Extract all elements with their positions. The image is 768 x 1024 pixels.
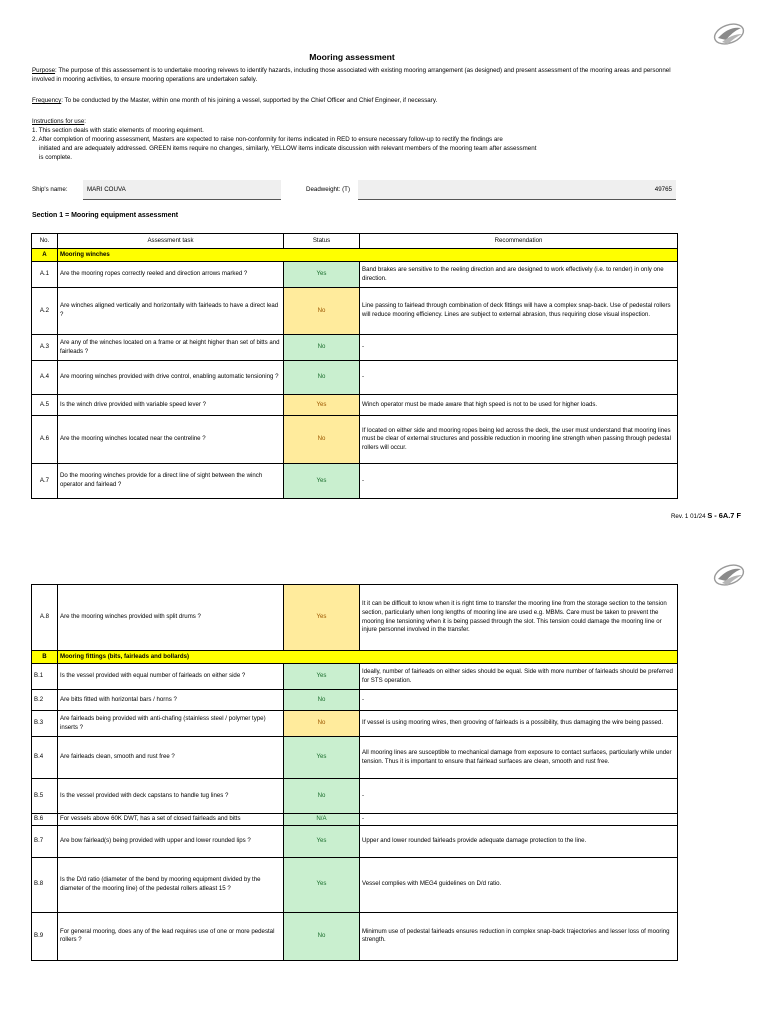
row-recommendation: Upper and lower rounded fairleads provide adequate damage protection to the line. (360, 825, 678, 857)
deadweight-field[interactable]: 49765 (358, 180, 676, 200)
row-task: Are bow fairlead(s) being provided with upper and lower rounded lips ? (58, 825, 284, 857)
page-footer (671, 511, 741, 520)
row-no: B.3 (32, 711, 58, 737)
row-task: For general mooring, does any of the lead requires use of one or more pedestal rollers ? (58, 912, 284, 960)
table-row (32, 711, 678, 737)
row-no: B.6 (32, 814, 58, 826)
assessment-table-page-1 (31, 233, 678, 499)
table-row (32, 395, 678, 416)
status-cell[interactable]: No (284, 335, 360, 361)
row-no: A.3 (32, 335, 58, 361)
header-status: Status (284, 234, 360, 249)
row-task: Are mooring winches provided with drive control, enabling automatic tensioning ? (58, 361, 284, 395)
row-no: B.8 (32, 857, 58, 912)
row-task: Are the mooring ropes correctly reeled and direction arrows marked ? (58, 262, 284, 288)
frequency-paragraph (32, 96, 682, 105)
frequency-label: Frequency (32, 97, 62, 104)
row-no: A.4 (32, 361, 58, 395)
status-cell[interactable]: No (284, 779, 360, 814)
row-recommendation: Winch operator must be made aware that high speed is not to be used for higher loads. (360, 395, 678, 416)
table-header-row (32, 234, 678, 249)
row-task: Do the mooring winches provide for a direct line of sight between the winch operator and fairlead ? (58, 464, 284, 499)
frequency-text: : To be conducted by the Master, within one month of his joining a vessel, supported by the Chief Officer and Chief Engineer, if necessary. (61, 97, 438, 104)
status-cell[interactable]: Yes (284, 664, 360, 690)
row-task: Are bitts fitted with horizontal bars / horns ? (58, 690, 284, 711)
row-task: Are the mooring winches provided with split drums ? (58, 585, 284, 651)
status-cell[interactable]: Yes (284, 585, 360, 651)
section-no: B (32, 651, 58, 664)
ship-name-label: Ship's name: (32, 186, 68, 193)
instruction-1: 1. This section deals with static elements of mooring equiment. (32, 127, 204, 134)
row-recommendation: All mooring lines are susceptible to mechanical damage from exposure to contact surfaces, particularly while under tension. Thus it is important to ensure that fairlead surfaces are clean, smooth and rust free. (360, 737, 678, 779)
instructions-colon: : (84, 118, 87, 125)
purpose-text: : The purpose of this assessement is to undertake mooring reivews to identify hazards, including those associated with existing mooring arrangement (as designed) and present assessment of the mooring areas and personnel involved in mooring activities, to ensure mooring operations are undertaken safely. (32, 67, 671, 83)
table-row (32, 262, 678, 288)
row-task: Are the mooring winches located near the centreline ? (58, 416, 284, 464)
row-recommendation: Minimum use of pedestal fairleads ensures reduction in complex snap-back trajectories and lesser loss of mooring strength. (360, 912, 678, 960)
status-cell[interactable]: N/A (284, 814, 360, 826)
status-cell[interactable]: Yes (284, 737, 360, 779)
row-no: B.4 (32, 737, 58, 779)
row-no: A.6 (32, 416, 58, 464)
row-no: B.5 (32, 779, 58, 814)
table-row (32, 779, 678, 814)
purpose-label: Purpose (32, 67, 56, 74)
row-task: Are any of the winches located on a frame or at height higher than set of bitts and fairleads ? (58, 335, 284, 361)
status-cell[interactable]: No (284, 288, 360, 335)
deadweight-label: Deadweight: (T) (306, 186, 351, 193)
table-row (32, 585, 678, 651)
row-no: A.2 (32, 288, 58, 335)
purpose-paragraph (32, 66, 682, 84)
instruction-2-cont: initiated and are adequately addressed. GREEN items require no changes, similarly, YELLOW items indicate discussion with relevant members of the mooring team after assessment (39, 145, 537, 152)
status-cell[interactable]: No (284, 711, 360, 737)
status-cell[interactable]: Yes (284, 464, 360, 499)
status-cell[interactable]: No (284, 416, 360, 464)
instruction-2: 2. After completion of mooring assessment, Masters are expected to raise non-conformity for items indicated in RED to ensure necessary follow-up to rectify the findings are (32, 136, 503, 143)
status-cell[interactable]: Yes (284, 395, 360, 416)
header-recommendation: Recommendation (360, 234, 678, 249)
section-row-b (32, 651, 678, 664)
row-no: A.7 (32, 464, 58, 499)
section-title: Section 1 = Mooring equipment assessment (32, 212, 179, 219)
status-cell[interactable]: No (284, 690, 360, 711)
table-row (32, 464, 678, 499)
row-no: B.1 (32, 664, 58, 690)
row-recommendation: Vessel complies with MEG4 guidelines on D/d ratio. (360, 857, 678, 912)
table-row (32, 814, 678, 826)
section-heading: Mooring fittings (bits, fairleads and bollards) (58, 651, 678, 664)
row-task: For vessels above 60K DWT, has a set of closed fairleads and bitts (58, 814, 284, 826)
row-recommendation: - (360, 335, 678, 361)
instructions-block (32, 117, 682, 162)
row-recommendation: If vessel is using mooring wires, then grooving of fairleads is a possibility, thus damaging the wire being passed. (360, 711, 678, 737)
row-task: Is the D/d ratio (diameter of the bend by mooring equipment divided by the diameter of the mooring line) of the pedestal rollers atleast 15 ? (58, 857, 284, 912)
table-row (32, 857, 678, 912)
row-recommendation: - (360, 690, 678, 711)
header-no: No. (32, 234, 58, 249)
table-row (32, 288, 678, 335)
row-recommendation: Line passing to fairlead through combination of deck fittings will have a complex snap-back. Use of pedestal rollers will reduce mooring efficiency. Lines are subject to external abrasion, thus requiring close visual inspection. (360, 288, 678, 335)
header-task: Assessment task (58, 234, 284, 249)
table-row (32, 416, 678, 464)
row-recommendation: - (360, 814, 678, 826)
ship-name-field[interactable]: MARI COUVA (83, 180, 281, 200)
footer-form-code: S - 6A.7 F (707, 511, 741, 520)
instruction-2-end: is complete. (39, 154, 73, 161)
status-cell[interactable]: No (284, 912, 360, 960)
company-logo-icon (712, 22, 746, 46)
row-recommendation: It it can be difficult to know when it is right time to transfer the mooring line from the storage section to the tension section, particularly when long lengths of mooring line are used e.g. MBMs. Care must be taken to prevent the mooring line tensioning when it is being passed through the slot. This tension could damage the mooring line or injure personnel involved in the transfer. (360, 585, 678, 651)
row-no: A.5 (32, 395, 58, 416)
row-task: Is the winch drive provided with variable speed lever ? (58, 395, 284, 416)
row-no: B.7 (32, 825, 58, 857)
status-cell[interactable]: Yes (284, 262, 360, 288)
row-task: Are winches aligned vertically and horizontally with fairleads to have a direct lead ? (58, 288, 284, 335)
table-row (32, 825, 678, 857)
page-title: Mooring assessment (309, 52, 395, 62)
row-no: B.9 (32, 912, 58, 960)
assessment-table-page-2 (31, 584, 678, 961)
row-recommendation: Ideally, number of fairleads on either sides should be equal. Side with more number of fairleads should be preferred for STS operation. (360, 664, 678, 690)
footer-revision: Rev. 1 01/24 (670, 513, 706, 520)
row-recommendation: Band brakes are sensitive to the reeling direction and are designed to work effectively (i.e. to render) in only one direction. (360, 262, 678, 288)
instructions-label: Instructions for use (32, 118, 85, 125)
row-task: Are fairleads being provided with anti-chafing (stainless steel / polymer type) inserts ? (58, 711, 284, 737)
row-no: B.2 (32, 690, 58, 711)
table-row (32, 912, 678, 960)
row-task: Is the vessel provided with deck capstans to handle tug lines ? (58, 779, 284, 814)
status-cell[interactable]: Yes (284, 857, 360, 912)
row-no: A.1 (32, 262, 58, 288)
table-row (32, 335, 678, 361)
table-row (32, 664, 678, 690)
row-task: Are fairleads clean, smooth and rust free ? (58, 737, 284, 779)
row-recommendation: If located on either side and mooring ropes being led across the deck, the user must understand that mooring lines must be clear of external structures and possible reduction in mooring line strength when passing through pedestal rollers will occur. (360, 416, 678, 464)
row-task: Is the vessel provided with equal number of fairleads on either side ? (58, 664, 284, 690)
section-heading: Mooring winches (58, 249, 678, 262)
status-cell[interactable]: Yes (284, 825, 360, 857)
company-logo-icon (712, 563, 746, 587)
table-row (32, 361, 678, 395)
section-no: A (32, 249, 58, 262)
row-no: A.8 (32, 585, 58, 651)
table-row (32, 690, 678, 711)
status-cell[interactable]: No (284, 361, 360, 395)
row-recommendation: - (360, 779, 678, 814)
row-recommendation: - (360, 464, 678, 499)
row-recommendation: - (360, 361, 678, 395)
table-row (32, 737, 678, 779)
section-row-a (32, 249, 678, 262)
